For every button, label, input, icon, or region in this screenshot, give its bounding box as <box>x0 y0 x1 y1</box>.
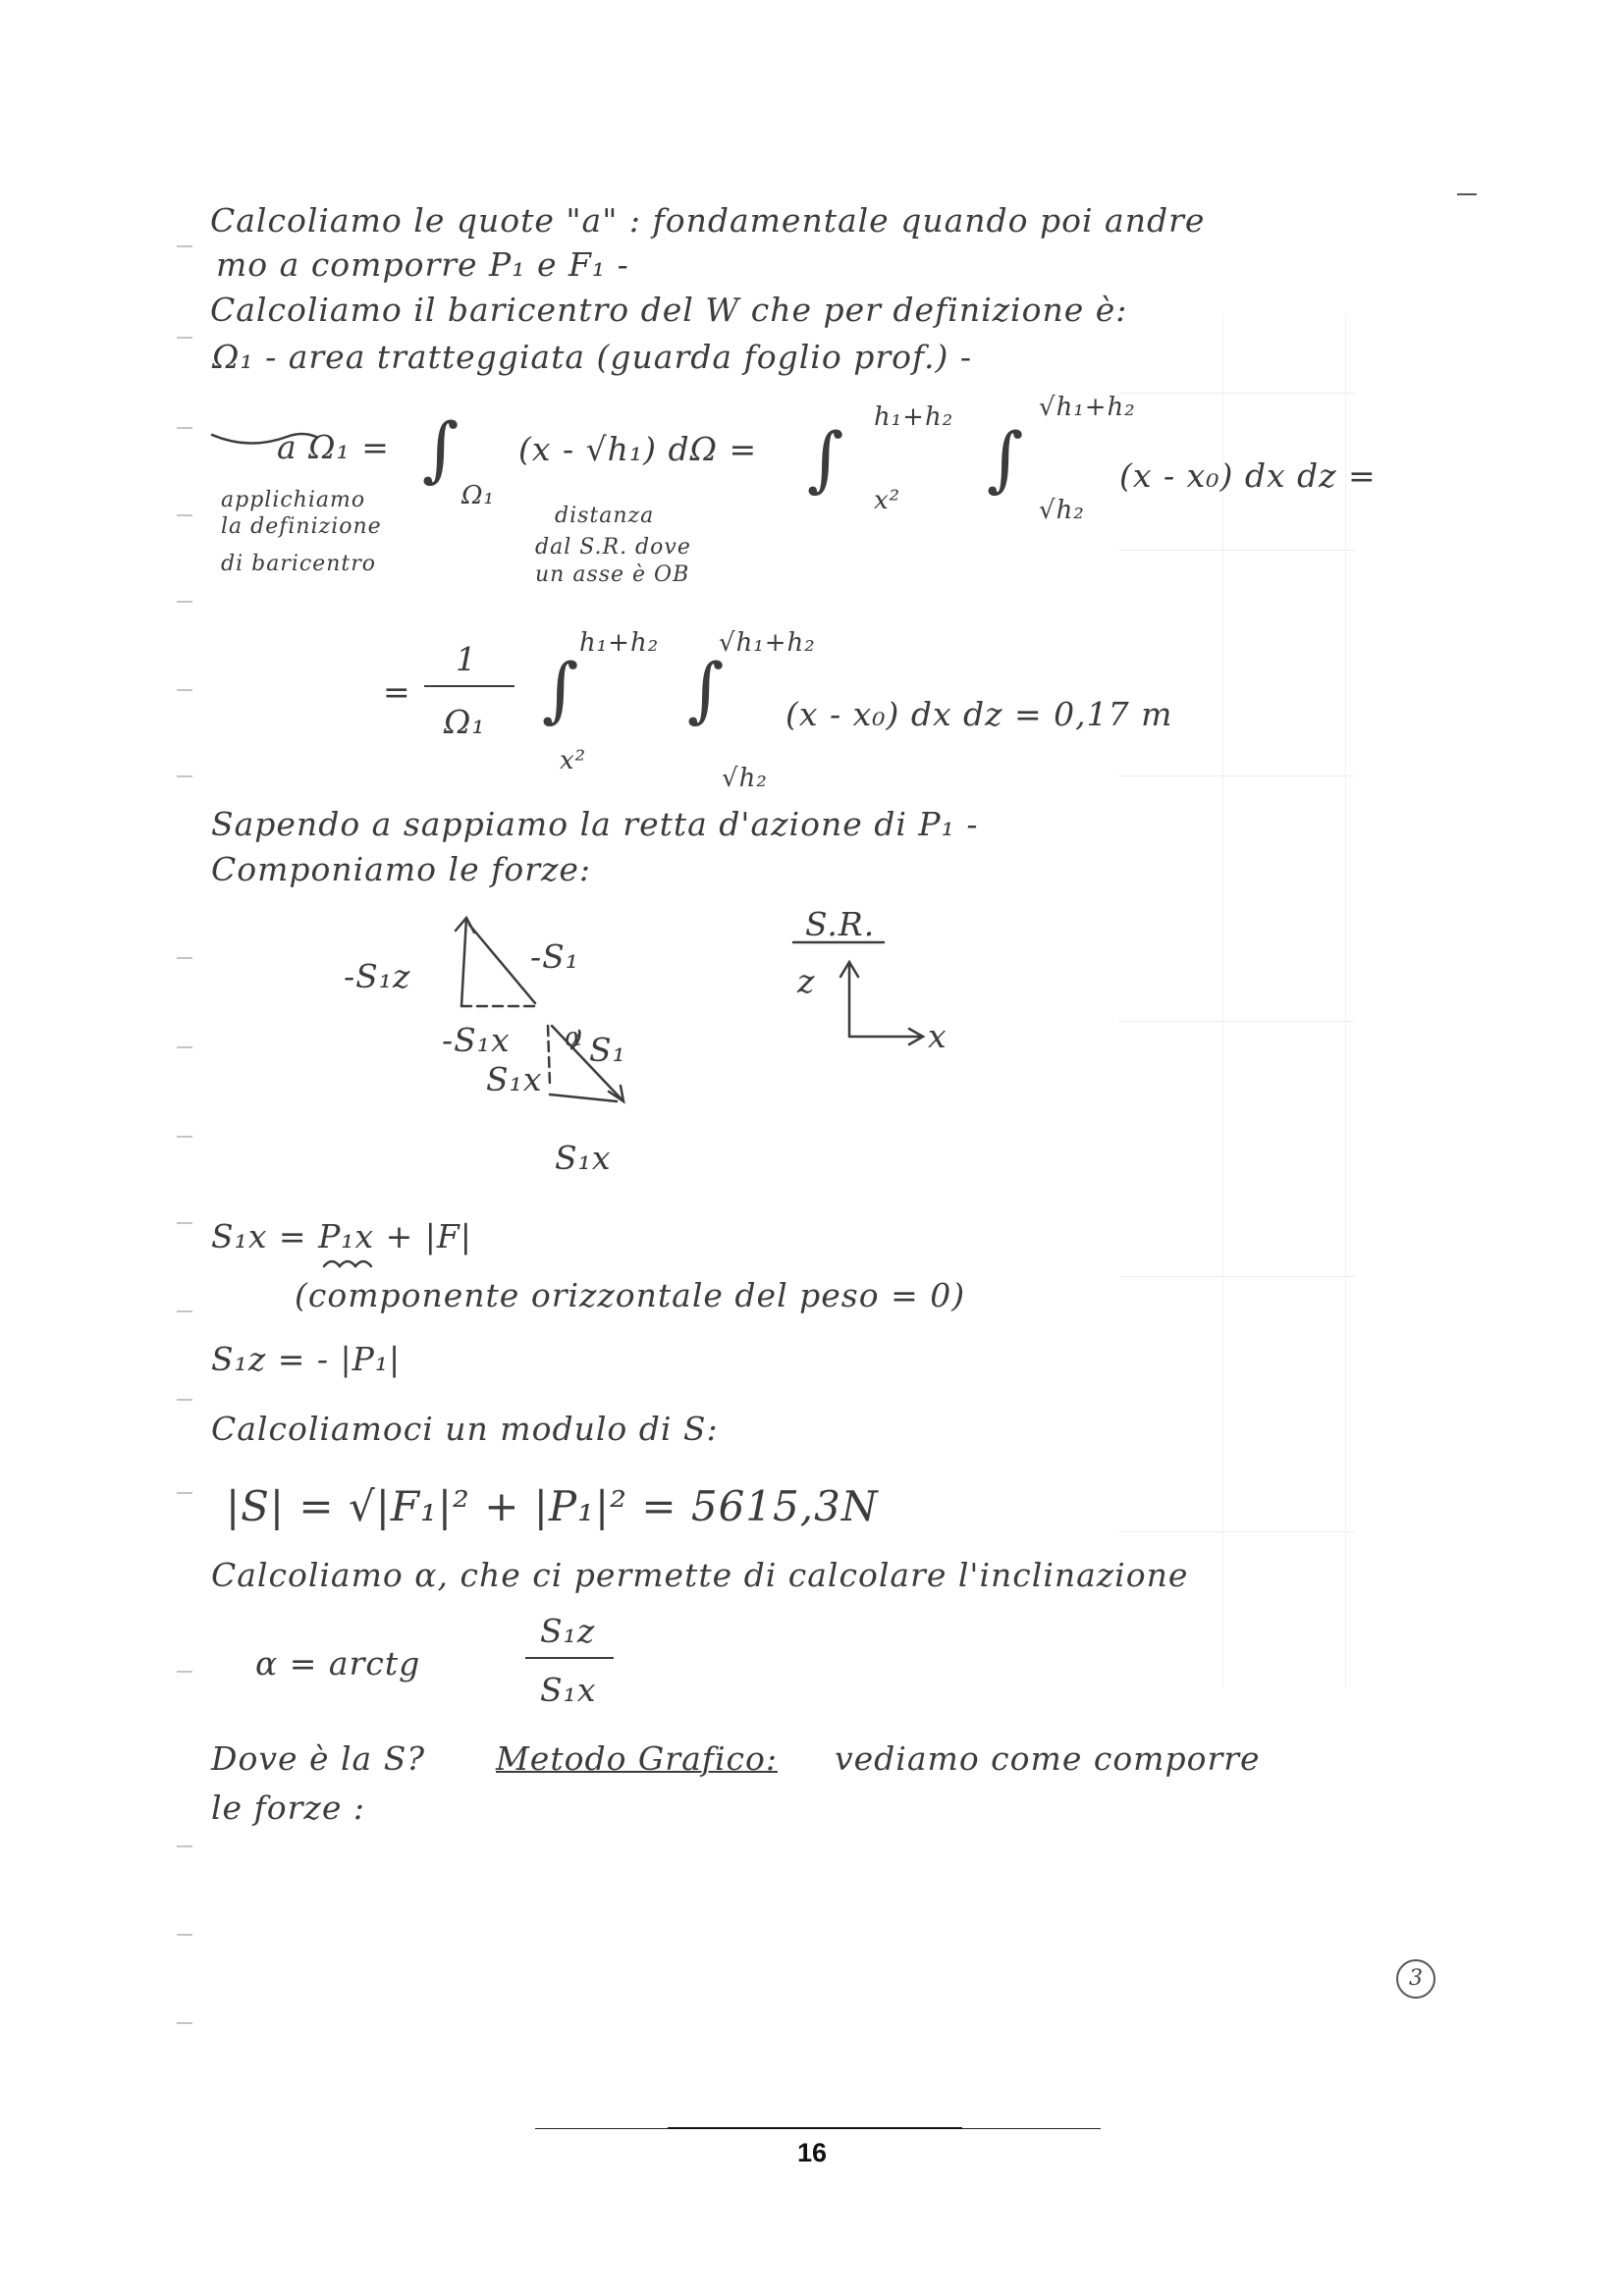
formula-alpha-denominator: S₁x <box>540 1671 597 1709</box>
eq1-note-mid-3: un asse è OB <box>535 562 690 587</box>
eq1-note-mid-1: distanza <box>555 504 655 528</box>
eq1-lhs: a Ω₁ = <box>277 428 390 466</box>
eq2-equals: = <box>383 672 411 711</box>
eq1-note-left-2: la definizione <box>221 514 382 539</box>
eq2-inner-lower: √h₂ <box>722 764 768 793</box>
note-modulo: Calcoliamoci un modulo di S: <box>211 1410 719 1448</box>
label-minus-s1: -S₁ <box>530 937 579 976</box>
integral-symbol: ∫ <box>542 648 580 730</box>
formula-alpha: α = arctg <box>255 1644 421 1682</box>
note-line-4: Ω₁ - area tratteggiata (guarda foglio prof.) - <box>212 338 972 376</box>
label-reference-system: S.R. <box>805 905 876 943</box>
note-line-3: Calcoliamo il baricentro del W che per definizione è: <box>210 291 1128 329</box>
label-alpha: α <box>565 1023 583 1052</box>
note-horizontal-component: (componente orizzontale del peso = 0) <box>295 1276 966 1314</box>
eq2-outer-upper: h₁+h₂ <box>579 628 660 658</box>
circled-page-number: 3 <box>1396 1959 1435 1999</box>
note-line-1: Calcoliamo le quote "a" : fondamentale quando poi andre <box>210 201 1206 240</box>
eq1-integrand: (x - √h₁) dΩ = <box>518 430 758 468</box>
note-componiamo: Componiamo le forze: <box>211 850 591 888</box>
eq1-note-mid-2: dal S.R. dove <box>535 535 691 560</box>
page-number: 16 <box>796 2138 828 2167</box>
eq1-outer-lower: x² <box>874 486 901 515</box>
label-minus-s1z: -S₁z <box>344 957 411 995</box>
eq1-inner-lower: √h₂ <box>1039 496 1085 525</box>
note-vediamo: vediamo come comporre <box>835 1739 1261 1778</box>
label-x-axis: x <box>928 1017 947 1055</box>
note-le-forze: le forze : <box>211 1789 365 1827</box>
formula-s1x: S₁x = P₁x + |F| <box>211 1217 472 1255</box>
formula-alpha-numerator: S₁z <box>540 1612 596 1650</box>
label-s1x-side: S₁x <box>486 1060 543 1098</box>
eq2-denominator: Ω₁ <box>444 703 486 741</box>
eq1-note-left-3: di baricentro <box>221 552 376 576</box>
eq2-integrand: (x - x₀) dx dz = 0,17 m <box>785 695 1173 733</box>
formula-s1z: S₁z = - |P₁| <box>211 1340 402 1378</box>
integral-symbol: ∫ <box>422 407 460 490</box>
eq1-inner-upper: √h₁+h₂ <box>1039 393 1136 422</box>
integral-symbol: ∫ <box>687 648 726 730</box>
label-s1x-bottom: S₁x <box>555 1139 612 1177</box>
footer-rule-bold <box>668 2127 962 2129</box>
label-minus-s1x: -S₁x <box>442 1021 511 1059</box>
label-z-axis: z <box>797 962 816 1000</box>
eq2-inner-upper: √h₁+h₂ <box>719 628 816 658</box>
formula-modulo-s: |S| = √|F₁|² + |P₁|² = 5615,3N <box>226 1482 879 1530</box>
fraction-bar <box>525 1657 614 1659</box>
integral-symbol: ∫ <box>807 417 845 500</box>
eq2-outer-lower: x² <box>560 746 587 775</box>
note-line-2: mo a comporre P₁ e F₁ - <box>216 245 629 284</box>
integral-symbol: ∫ <box>987 417 1025 500</box>
note-alpha: Calcoliamo α, che ci permette di calcolare l'inclinazione <box>211 1556 1189 1594</box>
eq1-integrand-2: (x - x₀) dx dz = <box>1119 456 1377 495</box>
note-metodo-grafico: Metodo Grafico: <box>496 1739 778 1778</box>
eq1-note-left-1: applichiamo <box>221 488 366 512</box>
note-dove: Dove è la S? <box>211 1739 426 1778</box>
label-s1: S₁ <box>589 1031 626 1069</box>
eq1-integral-subscript: Ω₁ <box>461 481 495 510</box>
note-sapendo: Sapendo a sappiamo la retta d'azione di P₁ - <box>211 805 979 843</box>
eq2-numerator: 1 <box>456 640 477 678</box>
eq1-outer-upper: h₁+h₂ <box>874 402 954 432</box>
